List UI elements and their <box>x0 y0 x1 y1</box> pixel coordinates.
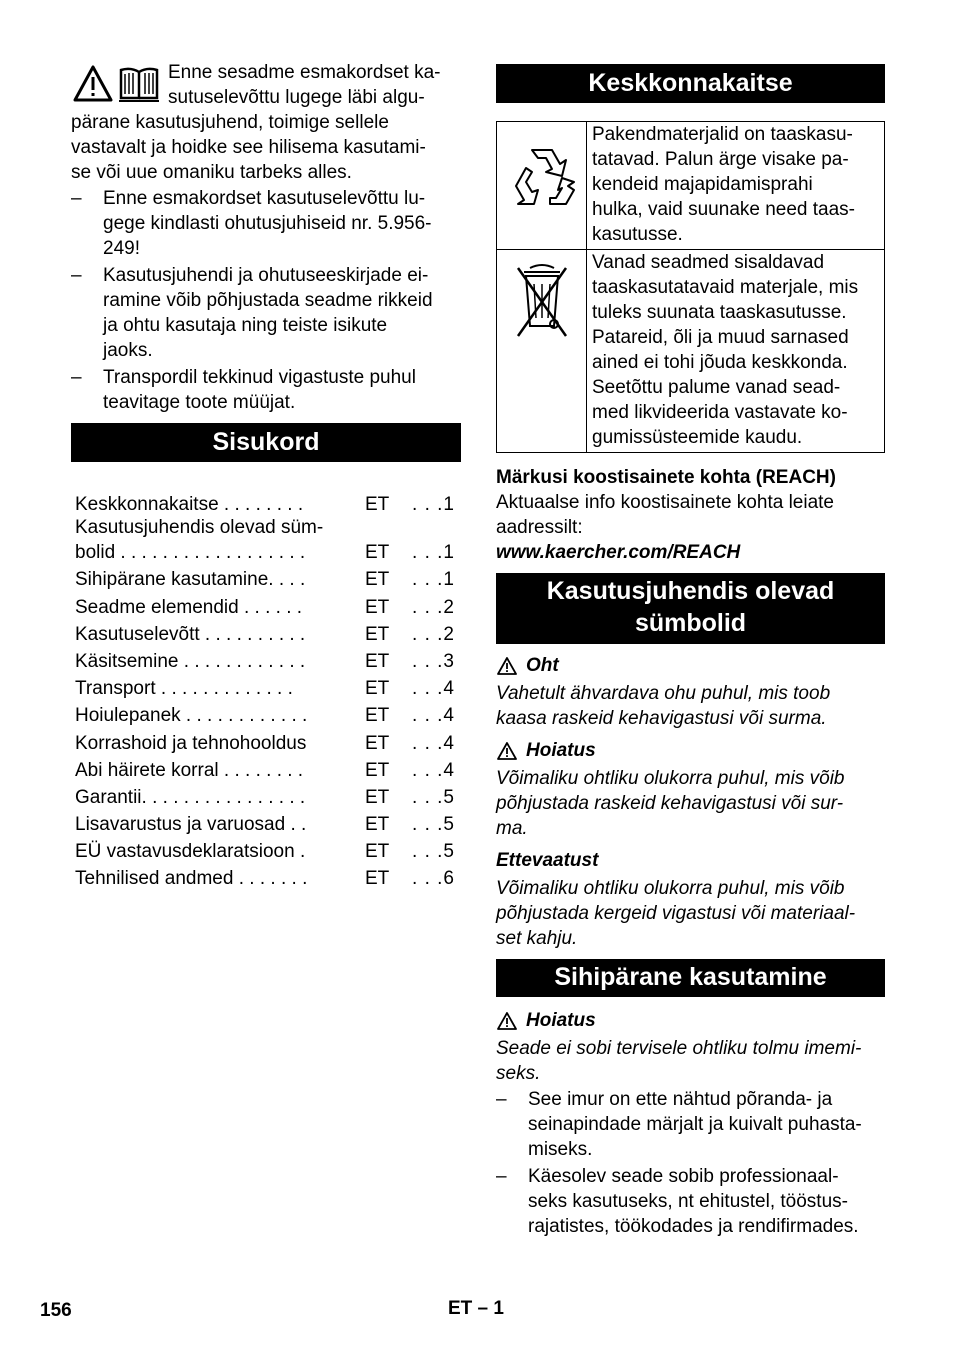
toc-entry[interactable] <box>75 592 461 619</box>
dash-bullet: – <box>496 1166 507 1187</box>
toc-page: . . .1 <box>412 542 455 564</box>
list-line: Käesolev seade sobib professionaal- <box>528 1166 839 1187</box>
symbol-title: Ettevaatust <box>496 850 599 871</box>
list-line: Kasutusjuhendi ja ohutuseeskirjade ei- <box>103 265 429 286</box>
toc-title: Keskkonnakaitse . . . . . . . . <box>75 494 304 516</box>
reach-line: Aktuaalse info koostisainete kohta leiate <box>496 492 834 513</box>
toc-entry[interactable] <box>75 490 461 517</box>
recycling-icon <box>504 142 580 222</box>
table-line: tatavad. Palun ärge visake pa- <box>592 149 849 170</box>
warning-triangle-icon <box>496 1011 518 1031</box>
page-number: 156 <box>40 1300 72 1321</box>
intro-line: pärane kasutusjuhend, toimige sellele <box>71 112 389 133</box>
list-line: ja ohtu kasutaja ning teiste isikute <box>103 315 388 336</box>
page-code: ET – 1 <box>448 1298 504 1319</box>
toc-lang: ET <box>365 841 390 863</box>
table-line: kasutusse. <box>592 224 683 245</box>
warning-line: seks. <box>496 1063 541 1084</box>
toc-page: . . .4 <box>412 678 455 700</box>
table-line: taaskasutatavaid materjale, mis <box>592 277 859 298</box>
toc-page: . . .2 <box>412 596 455 618</box>
toc-entry[interactable] <box>75 674 461 701</box>
toc-title: Sihipärane kasutamine. . . . <box>75 569 306 591</box>
list-line: rajatistes, töökodades ja rendifirmades. <box>528 1216 859 1237</box>
table-line: Vanad seadmed sisaldavad <box>592 252 825 273</box>
heading-line: sümbolid <box>634 609 747 637</box>
toc-entry[interactable] <box>75 864 461 891</box>
table-line: hulka, vaid suunake need taas- <box>592 199 856 220</box>
toc-entry[interactable] <box>75 647 461 674</box>
icon-cell <box>497 122 587 250</box>
toc-page: . . .4 <box>412 759 455 781</box>
toc-lang: ET <box>365 732 390 754</box>
text-cell <box>587 122 885 250</box>
reach-line: aadressilt: <box>496 517 583 538</box>
table-line: Patareid, õli ja muud sarnased <box>592 327 849 348</box>
left-column <box>71 60 461 891</box>
symbol-line: Võimaliku ohtliku olukorra puhul, mis võib <box>496 768 845 789</box>
toc-lang: ET <box>365 814 390 836</box>
toc-page: . . .6 <box>412 868 455 890</box>
table-line: kendeid majapidamisprahi <box>592 174 813 195</box>
toc-title: Korrashoid ja tehnohooldus <box>75 732 307 754</box>
reach-heading: Märkusi koostisainete kohta (REACH) <box>496 467 836 488</box>
safety-list <box>71 186 461 415</box>
dash-bullet: – <box>496 1089 507 1110</box>
intro-line: sutuselevõttu lugege läbi algu- <box>168 87 425 108</box>
environment-heading: Keskkonnakaitse <box>496 64 885 103</box>
list-line: 249! <box>103 238 140 259</box>
crossed-bin-icon <box>514 262 570 340</box>
heading-line: Kasutusjuhendis olevad <box>546 577 835 605</box>
warning-triangle-icon <box>496 656 518 676</box>
table-line: tuleks suunata taaskasutusse. <box>592 302 847 323</box>
symbol-item <box>496 738 885 841</box>
list-line: See imur on ette nähtud põranda- ja <box>528 1089 833 1110</box>
toc-entry[interactable] <box>75 783 461 810</box>
list-line: jaoks. <box>103 340 153 361</box>
toc-page: . . .5 <box>412 841 455 863</box>
toc-page: . . .2 <box>412 623 455 645</box>
symbol-line: set kahju. <box>496 928 578 949</box>
list-line: Transpordil tekkinud vigastuste puhul <box>103 367 416 388</box>
intro-line: Enne sesadme esmakordset ka- <box>168 62 441 83</box>
toc-title: Lisavarustus ja varuosad . . <box>75 814 307 836</box>
toc-title: Transport . . . . . . . . . . . . . <box>75 678 293 700</box>
toc-title: Kasutuselevõtt . . . . . . . . . . <box>75 623 306 645</box>
toc-title: Garantii. . . . . . . . . . . . . . . . <box>75 786 306 808</box>
symbol-title: Hoiatus <box>526 740 596 761</box>
symbols-heading <box>496 573 885 644</box>
toc-lang: ET <box>365 569 390 591</box>
list-line: seks kasutuseks, nt ehitustel, tööstus- <box>528 1191 848 1212</box>
symbol-item <box>496 653 885 731</box>
toc-entry[interactable] <box>75 756 461 783</box>
toc-page: . . .4 <box>412 732 455 754</box>
toc-lang: ET <box>365 542 390 564</box>
list-line: Enne esmakordset kasutuselevõttu lu- <box>103 188 426 209</box>
table-line: Seetõttu palume vanad sead- <box>592 377 841 398</box>
intended-use-list <box>496 1087 885 1239</box>
toc-lang: ET <box>365 759 390 781</box>
toc-title: Käsitsemine . . . . . . . . . . . . <box>75 650 306 672</box>
table-line: ained ei tohi jõuda keskkonda. <box>592 352 848 373</box>
toc-title: Abi häirete korral . . . . . . . . <box>75 759 304 781</box>
warning-triangle-icon <box>496 741 518 761</box>
toc-entry[interactable] <box>75 728 461 755</box>
symbol-line: ma. <box>496 818 528 839</box>
toc-lang: ET <box>365 623 390 645</box>
intro-line: se või uue omaniku tarbeks alles. <box>71 162 352 183</box>
reach-url-link[interactable]: www.kaercher.com/REACH <box>496 542 741 563</box>
toc-heading: Sisukord <box>71 423 461 462</box>
list-item <box>496 1164 885 1239</box>
warning-title: Hoiatus <box>526 1010 596 1031</box>
toc-lang: ET <box>365 596 390 618</box>
list-item <box>496 1087 885 1162</box>
toc-page: . . .5 <box>412 814 455 836</box>
table-line: med likvideerida vastavate ko- <box>592 402 848 423</box>
intro-block <box>71 60 461 185</box>
toc-lang: ET <box>365 786 390 808</box>
table-row <box>497 250 885 453</box>
symbol-item <box>496 848 885 951</box>
toc-lang: ET <box>365 678 390 700</box>
toc-entry[interactable] <box>75 837 461 864</box>
toc-lang: ET <box>365 494 390 516</box>
toc-page: . . .1 <box>412 569 455 591</box>
intended-use-warning <box>496 1008 885 1086</box>
manual-book-icon <box>119 69 159 101</box>
dash-bullet: – <box>71 367 82 388</box>
toc-title: Seadme elemendid . . . . . . <box>75 596 303 618</box>
toc-title: EÜ vastavusdeklaratsioon . <box>75 841 306 863</box>
table-line: Pakendmaterjalid on taaskasu- <box>592 124 853 145</box>
toc-entry[interactable] <box>75 517 461 565</box>
list-line: teavitage toote müüjat. <box>103 392 296 413</box>
right-column <box>496 64 885 1241</box>
symbol-line: põhjustada raskeid kehavigastusi või sur- <box>496 793 844 814</box>
warning-triangle-icon <box>75 67 111 100</box>
list-line: gege kindlasti ohutusjuhiseid nr. 5.956- <box>103 213 432 234</box>
warning-manual-icons <box>73 64 161 104</box>
environment-table <box>496 121 885 453</box>
toc-page: . . .4 <box>412 705 455 727</box>
toc-entry[interactable] <box>75 620 461 647</box>
toc-entry[interactable] <box>75 810 461 837</box>
toc-lang: ET <box>365 650 390 672</box>
toc-page: . . .1 <box>412 494 455 516</box>
symbol-title: Oht <box>526 655 559 676</box>
table-line: gumissüsteemide kaudu. <box>592 427 803 448</box>
table-of-contents <box>71 490 461 891</box>
intended-use-heading: Sihipärane kasutamine <box>496 959 885 997</box>
toc-page: . . .3 <box>412 650 455 672</box>
list-line: ramine võib põhjustada seadme rikkeid <box>103 290 433 311</box>
toc-page: . . .5 <box>412 786 455 808</box>
reach-section <box>496 465 885 565</box>
dash-bullet: – <box>71 265 82 286</box>
list-item <box>71 365 461 415</box>
symbol-line: kaasa raskeid kehavigastusi või surma. <box>496 708 827 729</box>
list-line: miseks. <box>528 1139 593 1160</box>
toc-title: Tehnilised andmed . . . . . . . <box>75 868 308 890</box>
warning-line: Seade ei sobi tervisele ohtliku tolmu imemi- <box>496 1038 862 1059</box>
dash-bullet: – <box>71 188 82 209</box>
list-item <box>71 263 461 363</box>
text-cell <box>587 250 885 453</box>
icon-cell <box>497 250 587 453</box>
toc-entry[interactable] <box>75 565 461 592</box>
toc-lang: ET <box>365 705 390 727</box>
toc-entry[interactable] <box>75 701 461 728</box>
toc-title: Kasutusjuhendis olevad süm- <box>75 517 324 539</box>
list-line: seinapindade märjalt ja kuivalt puhasta- <box>528 1114 862 1135</box>
toc-lang: ET <box>365 868 390 890</box>
symbol-line: Vahetult ähvardava ohu puhul, mis toob <box>496 683 831 704</box>
intro-line: vastavalt ja hoidke see hilisema kasutami- <box>71 137 426 158</box>
toc-title: Hoiulepanek . . . . . . . . . . . . <box>75 705 308 727</box>
symbol-line: põhjustada kergeid vigastusi või materiaal- <box>496 903 856 924</box>
table-row <box>497 122 885 250</box>
symbol-line: Võimaliku ohtliku olukorra puhul, mis võib <box>496 878 845 899</box>
list-item <box>71 186 461 261</box>
toc-title: bolid . . . . . . . . . . . . . . . . . . <box>75 542 306 564</box>
